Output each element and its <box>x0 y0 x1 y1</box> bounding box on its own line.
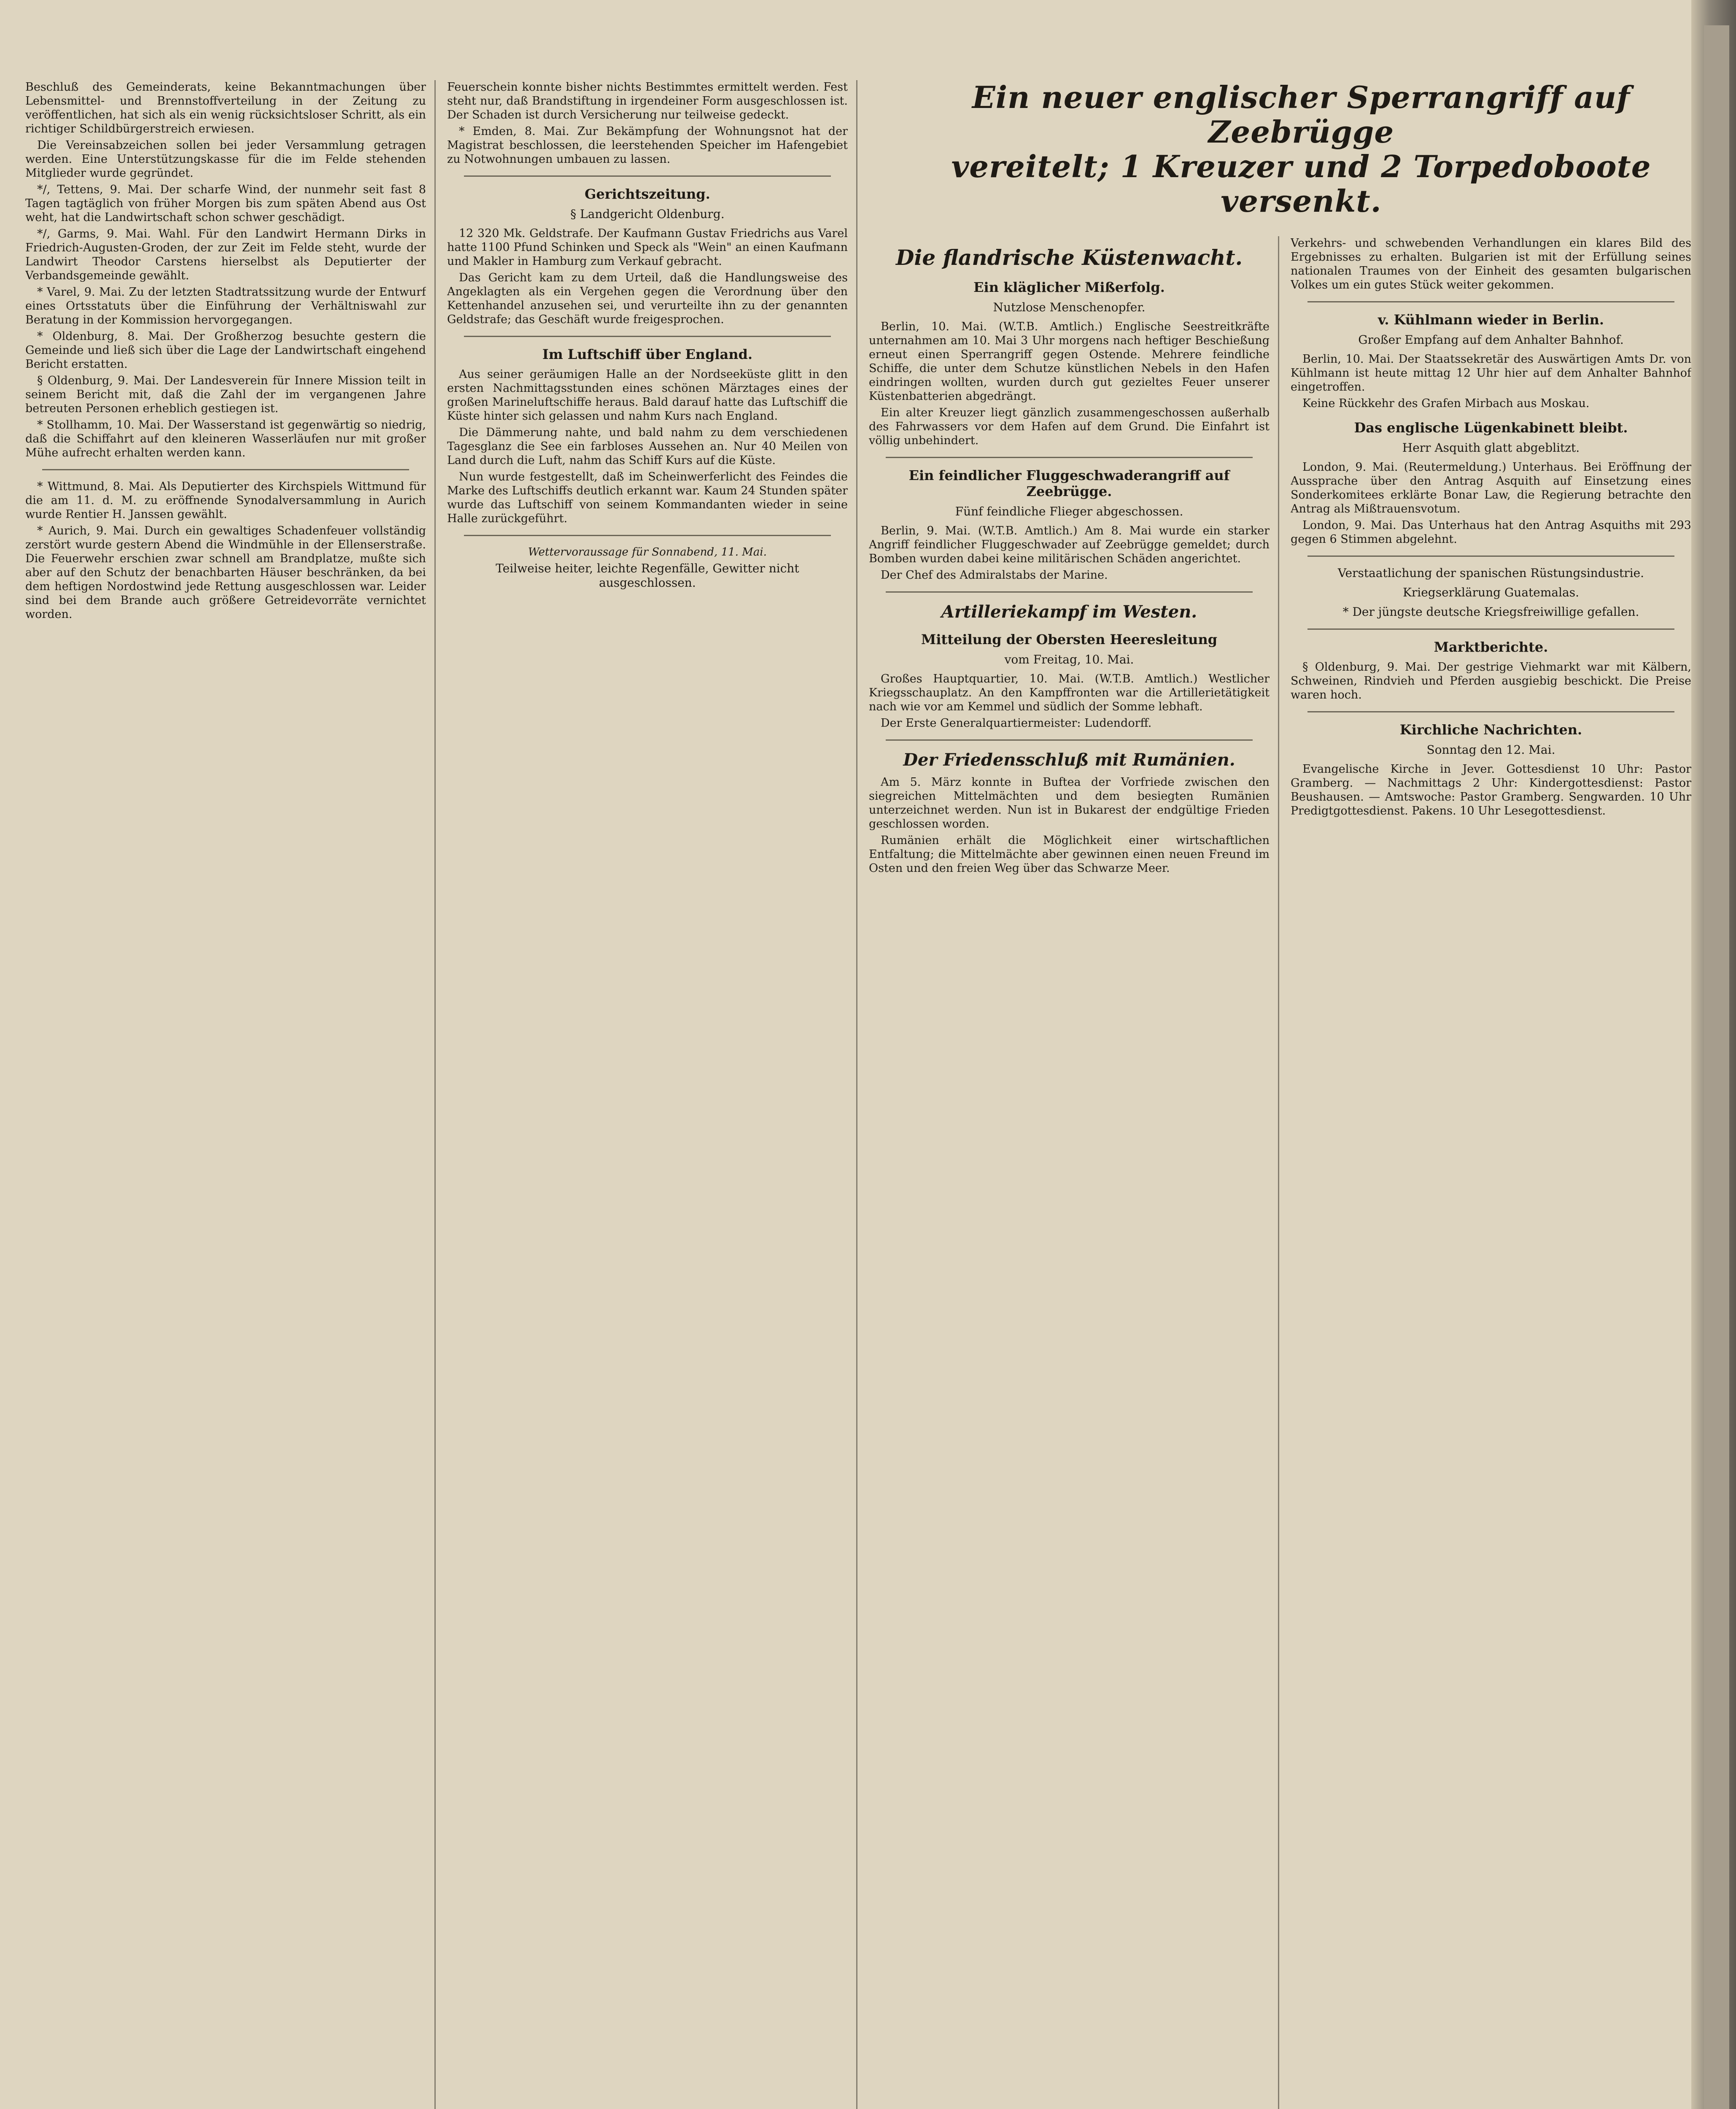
separator <box>1307 711 1674 712</box>
article-paragraph: Der Chef des Admiralstabs der Marine. <box>881 569 1108 582</box>
article-paragraph: * Wittmund, 8. Mai. Als Deputierter des Kirchspiels Wittmund für die am 11. d. M. zu eröffnende Synodalversammlung in Aurich wurde Rentier H. Janssen gewählt. <box>25 480 426 521</box>
separator <box>886 457 1253 458</box>
artillery-heading: Artilleriekampf im Westen. <box>941 602 1197 622</box>
article-paragraph: Aus seiner geräumigen Halle an der Nordseeküste glitt in den ersten Nachmittagsstunden eines schönen Märztages eines der großen Marineluftschiffe heraus. Bald darauf hatte das Luftschiff die Küste hinter sich gelassen und nahm Kurs nach England. <box>447 368 848 423</box>
separator <box>464 535 831 536</box>
banner-line-2: vereitelt; 1 Kreuzer und 2 Torpedoboote versenkt. <box>951 148 1651 219</box>
article-paragraph: London, 9. Mai. Das Unterhaus hat den Antrag Asquiths mit 293 gegen 6 Stimmen abgelehnt. <box>1291 519 1691 546</box>
column-2 <box>447 80 848 2109</box>
market-heading: Marktberichte. <box>1434 639 1548 655</box>
coast-watch-note: Nutzlose Menschenopfer. <box>993 300 1146 314</box>
column-rule-3 <box>1278 236 1279 2109</box>
court-news-subheading: § Landgericht Oldenburg. <box>570 207 725 221</box>
english-cabinet-heading: Das englische Lügenkabinett bleibt. <box>1354 420 1628 436</box>
article-paragraph: Beschluß des Gemeinderats, keine Bekanntmachungen über Lebensmittel- und Brennstoffverteilung in der Zeitung zu veröffentlichen, hat sich als ein wenig rücksichtsloser Schritt, als ein richtiger Schildbürgerstreich erwiesen. <box>25 81 426 135</box>
article-paragraph: Keine Rückkehr des Grafen Mirbach aus Moskau. <box>1302 397 1590 410</box>
article-paragraph: Die Vereinsabzeichen sollen bei jeder Versammlung getragen werden. Eine Unterstützungskasse für die im Felde stehenden Mitglieder wurde gegründet. <box>25 139 426 180</box>
article-paragraph: Ein alter Kreuzer liegt gänzlich zusammengeschossen außerhalb des Fahrwassers vor dem Hafen auf dem Grund. Die Einfahrt ist völlig unbehindert. <box>869 406 1270 447</box>
news-item-heading: Verstaatlichung der spanischen Rüstungsindustrie. <box>1337 566 1644 580</box>
article-paragraph: London, 9. Mai. (Reutermeldung.) Unterhaus. Bei Eröffnung der Aussprache über den Antrag Asquith auf Einsetzung eines Sonderkomitees erklärte Bonar Law, die Regierung betrachte den Antrag als Mißtrauensvotum. <box>1291 461 1691 515</box>
article-paragraph: § Oldenburg, 9. Mai. Der Landesverein für Innere Mission teilt in seinem Bericht mit, daß die Zahl der im vergangenen Jahre betreuten Personen erheblich gestiegen ist. <box>25 374 426 415</box>
separator <box>886 739 1253 741</box>
article-paragraph: § Oldenburg, 9. Mai. Der gestrige Viehmarkt war mit Kälbern, Schweinen, Rindvieh und Pferden ausgiebig beschickt. Die Preise waren hoch. <box>1291 661 1691 701</box>
article-paragraph: Berlin, 10. Mai. Der Staatssekretär des Auswärtigen Amts Dr. von Kühlmann ist heute mittag 12 Uhr hier auf dem Anhalter Bahnhof eingetroffen. <box>1291 353 1691 394</box>
separator <box>464 175 831 177</box>
separator <box>1307 556 1674 557</box>
column-4 <box>1291 236 1691 2109</box>
church-heading: Kirchliche Nachrichten. <box>1399 722 1582 738</box>
article-paragraph: Berlin, 9. Mai. (W.T.B. Amtlich.) Am 8. Mai wurde ein starker Angriff feindlicher Fluggeschwader auf Zeebrügge gemeldet; durch Bomben wurden dabei keine militärischen Schäden angerichtet. <box>869 524 1270 565</box>
church-date: Sonntag den 12. Mai. <box>1426 743 1555 757</box>
article-paragraph: Die Dämmerung nahte, und bald nahm zu dem verschiedenen Tagesglanz die See ein farbloses Aussehen an. Nur 40 Meilen von Land durch die Luft, nahm das Schiff Kurs auf die Küste. <box>447 426 848 467</box>
air-raid-heading: Ein feindlicher Fluggeschwaderangriff auf Zeebrügge. <box>908 467 1230 499</box>
article-paragraph: Am 5. März konnte in Buftea der Vorfriede zwischen den siegreichen Mittelmächten und dem besiegten Rumänien unterzeichnet werden. Nun ist in Bukarest der endgültige Frieden geschlossen worden. <box>869 776 1270 831</box>
weather-heading: Wettervoraussage für Sonnabend, 11. Mai. <box>528 546 767 558</box>
article-paragraph: */, Garms, 9. Mai. Wahl. Für den Landwirt Hermann Dirks in Friedrich-Augusten-Groden, der zur Zeit im Felde steht, wurde der Landwirt Theodor Carstens hierselbst als Deputierter der Verbandsgemeinde gewählt. <box>25 227 426 282</box>
peace-romania-heading: Der Friedensschluß mit Rumänien. <box>903 750 1235 770</box>
army-report-heading: Mitteilung der Obersten Heeresleitung <box>921 631 1218 647</box>
weather-text: Teilweise heiter, leichte Regenfälle, Gewitter nicht ausgeschlossen. <box>496 561 799 590</box>
news-item-heading: Kriegserklärung Guatemalas. <box>1402 585 1580 599</box>
article-paragraph: Der Erste Generalquartiermeister: Ludendorff. <box>881 717 1152 730</box>
airship-heading: Im Luftschiff über England. <box>542 346 753 362</box>
article-paragraph: Rumänien erhält die Möglichkeit einer wirtschaftlichen Entfaltung; die Mittelmächte aber gewinnen einen neuen Freund im Osten und den freien Weg über das Schwarze Meer. <box>869 834 1270 875</box>
coast-watch-subheading: Ein kläglicher Mißerfolg. <box>973 279 1165 295</box>
separator <box>42 469 409 470</box>
column-1 <box>25 80 426 2109</box>
column-rule-2 <box>856 80 857 2109</box>
kuehlmann-heading: v. Kühlmann wieder in Berlin. <box>1377 312 1604 328</box>
article-paragraph: Großes Hauptquartier, 10. Mai. (W.T.B. Amtlich.) Westlicher Kriegsschauplatz. An den Kampffronten war die Artillerietätigkeit nach wie vor am Kemmel und südlich der Somme lebhaft. <box>869 672 1270 713</box>
separator <box>1307 301 1674 302</box>
air-raid-note: Fünf feindliche Flieger abgeschossen. <box>955 504 1183 518</box>
article-paragraph: */, Tettens, 9. Mai. Der scharfe Wind, der nunmehr seit fast 8 Tagen tagtäglich von früher Morgen bis zum späten Abend aus Ost weht, hat die Landwirtschaft schon schwer geschädigt. <box>25 183 426 224</box>
banner-line-1: Ein neuer englischer Sperrangriff auf Zeebrügge <box>972 79 1631 150</box>
court-news-heading: Gerichtszeitung. <box>585 186 710 202</box>
article-paragraph: Verkehrs- und schwebenden Verhandlungen ein klares Bild des Ergebnisses zu erhalten. Bulgarien ist mit der Erfüllung seines nationalen Traumes von der Einheit des gesamten bulgarischen Volkes um ein gutes Stück weiter gekommen. <box>1291 237 1691 291</box>
coast-watch-heading: Die flandrische Küstenwacht. <box>896 245 1243 270</box>
article-paragraph: Feuerschein konnte bisher nichts Bestimmtes ermittelt werden. Fest steht nur, daß Brandstiftung in irgendeiner Form ausgeschlossen ist. Der Schaden ist durch Versicherung nur teilweise gedeckt. <box>447 81 848 121</box>
english-cabinet-note: Herr Asquith glatt abgeblitzt. <box>1402 441 1580 455</box>
news-item-heading: * Der jüngste deutsche Kriegsfreiwillige gefallen. <box>1342 605 1639 619</box>
army-report-date: vom Freitag, 10. Mai. <box>1004 653 1134 666</box>
article-paragraph: * Stollhamm, 10. Mai. Der Wasserstand ist gegenwärtig so niedrig, daß die Schiffahrt auf den kleineren Wasserläufen nur mit großer Mühe aufrecht erhalten werden kann. <box>25 418 426 459</box>
newspaper-page <box>17 0 1691 2109</box>
separator <box>464 336 831 337</box>
article-paragraph: * Varel, 9. Mai. Zu der letzten Stadtratssitzung wurde der Entwurf eines Ortsstatuts über die Einführung der Verhältniswahl zur Beratung in der Kommission hervorgegangen. <box>25 286 426 326</box>
separator <box>1307 628 1674 630</box>
article-paragraph: * Aurich, 9. Mai. Durch ein gewaltiges Schadenfeuer vollständig zerstört wurde gestern Abend die Windmühle in der Ellenserstraße. Die Feuerwehr erschien zwar schnell am Brandplatze, mußte sich aber auf den Schutz der benachbarten Häuser beschränken, da bei dem heftigen Nordostwind jede Rettung ausgeschlossen war. Leider sind bei dem Brande auch größere Getreidevorräte vernichtet worden. <box>25 524 426 621</box>
book-edge <box>1691 0 1736 2109</box>
article-paragraph: Das Gericht kam zu dem Urteil, daß die Handlungsweise des Angeklagten als ein Vergehen gegen die Verordnung über den Kettenhandel anzusehen sei, und verurteilte ihn zu der genannten Geldstrafe; das Geschäft wurde freigesprochen. <box>447 271 848 326</box>
book-edge-inner <box>1704 25 1729 2109</box>
separator <box>886 591 1253 593</box>
article-paragraph: Berlin, 10. Mai. (W.T.B. Amtlich.) Englische Seestreitkräfte unternahmen am 10. Mai 3 Uhr morgens nach heftiger Beschießung erneut einen Sperrangriff gegen Ostende. Mehrere feindliche Schiffe, die unter dem Schutze künstlichen Nebels in den Hafen eindringen wollten, wurden durch gut gezieltes Feuer unserer Küstenbatterien abgedrängt. <box>869 320 1270 403</box>
column-3 <box>869 236 1270 2109</box>
article-paragraph: 12 320 Mk. Geldstrafe. Der Kaufmann Gustav Friedrichs aus Varel hatte 1100 Pfund Schinken und Speck als "Wein" an einen Kaufmann und Makler in Hamburg zum Verkauf gebracht. <box>447 227 848 268</box>
article-paragraph: * Emden, 8. Mai. Zur Bekämpfung der Wohnungsnot hat der Magistrat beschlossen, die leerstehenden Speicher im Hafengebiet zu Notwohnungen umbauen zu lassen. <box>447 125 848 166</box>
article-paragraph: Nun wurde festgestellt, daß im Scheinwerferlicht des Feindes die Marke des Luftschiffs deutlich erkannt war. Kaum 24 Stunden später wurde das Luftschiff von seinem Kommandanten wieder in seine Halle zurückgeführt. <box>447 470 848 525</box>
column-rule-1 <box>434 80 436 2109</box>
kuehlmann-note: Großer Empfang auf dem Anhalter Bahnhof. <box>1358 333 1624 347</box>
article-paragraph: * Oldenburg, 8. Mai. Der Großherzog besuchte gestern die Gemeinde und ließ sich über die Lage der Landwirtschaft eingehend Bericht erstatten. <box>25 330 426 371</box>
article-paragraph: Evangelische Kirche in Jever. Gottesdienst 10 Uhr: Pastor Gramberg. — Nachmittags 2 Uhr: Kindergottesdienst: Pastor Beushausen. — Amtswoche: Pastor Gramberg. Sengwarden. 10 Uhr Predigtgottesdienst. Pakens. 10 Uhr Lesegottesdienst. <box>1291 763 1691 817</box>
banner-headline <box>894 80 1708 218</box>
